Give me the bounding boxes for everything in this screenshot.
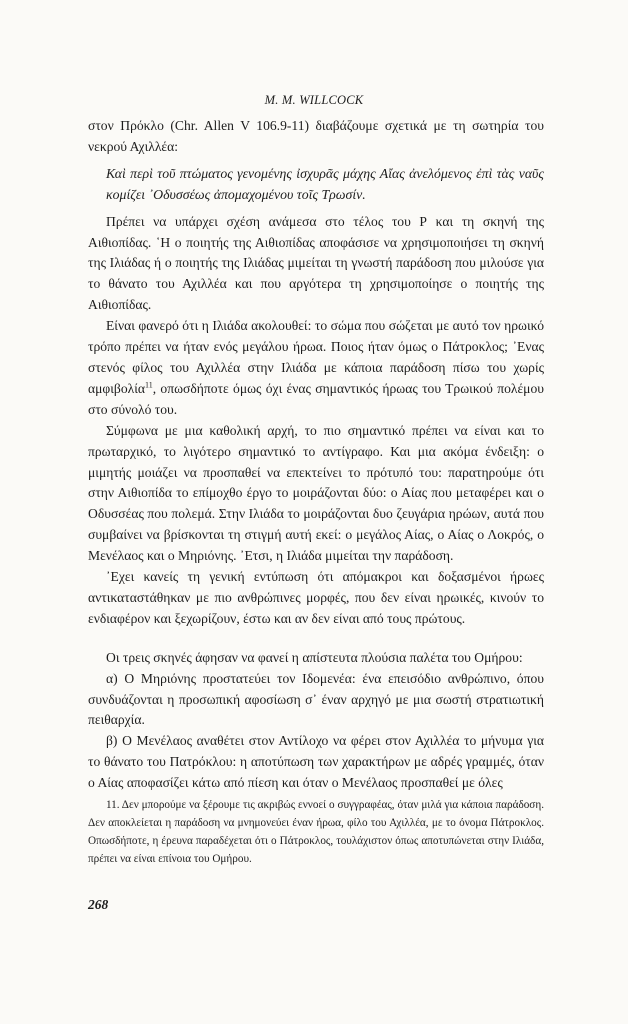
paragraph: στον Πρόκλο (Chr. Allen V 106.9-11) διαβάζουμε σχετικά με τη σωτηρία του νεκρού Αχιλλέα: [88,118,544,154]
text-run: Είναι φανερό ότι η Ιλιάδα ακολουθεί: το σώμα που σώζεται με αυτό τον ηρωικό τρόπο πρέπει να ήταν ενός μεγάλου ήρωα. Ποιος ήταν όμως ο Πάτροκλος; ᾿Ενας στενός φίλος του Αχιλλέα στην Ιλιάδα με κάποια παράδοση πίσω του χωρίς αμφιβολία [88,318,544,396]
paragraph: α) Ο Μηριόνης προστατεύει τον Ιδομενέα: ένα επεισόδιο ανθρώπινο, όπου συνδυάζονται η προσωπική αφοσίωση σ᾿ έναν αρχηγό με μια σωστή στρατιωτική πειθαρχία. [88,670,544,728]
paragraph: Οι τρεις σκηνές άφησαν να φανεί η απίστευτα πλούσια παλέτα του Ομήρου: [106,649,523,665]
section-gap [88,630,544,648]
paragraph: β) Ο Μενέλαος αναθέτει στον Αντίλοχο να φέρει στον Αχιλλέα το μήνυμα για το θάνατο του Πατρόκλου: η αποτύπωση των χαρακτήρων με αδρές γραμμές, όταν ο Αίας αποφασίζει κάτω από πίεση και όταν ο Μενέλαος προσπαθεί με όλες [88,733,544,791]
text-run: , οπωσδήποτε όμως όχι ένας σημαντικός ήρωας του Τρωικού πολέμου στο σύνολό του. [88,380,544,417]
greek-quotation: Καὶ περὶ τοῦ πτώματος γενομένης ἰσχυρᾶς μάχης Αἴας ἀνελόμενος ἐπὶ τὰς ναῦς κομίζει ᾿Οδυσσέως ἀπομαχομένου τοῖς Τρωσίν. [106,165,544,202]
footnote-text: 11. Δεν μπορούμε να ξέρουμε τις ακριβώς εννοεί ο συγγραφέας, όταν μιλά για κάποια παράδοση. Δεν αποκλείεται η παράδοση να μνημονεύει έναν ήρωα, φίλο του Αχιλλέα, με το όνομα Πάτροκλος. Οπωσδήποτε, η έρευνα παραδέχεται ότι ο Πάτροκλος, τουλάχιστον όπως αποτυπώνεται στην Ιλιάδα, πρέπει να είναι επίνοια του Ομήρου. [88,799,544,865]
paragraph: ᾿Εχει κανείς τη γενική εντύπωση ότι απόμακροι και δοξασμένοι ήρωες αντικαταστάθηκαν με πιο ανθρώπινες μορφές, που δεν είναι ηρωικές, κινούν το ενδιαφέρον και ξεχωρίζουν, έστω και αν δεν είναι από τους πρώτους. [88,569,544,626]
running-head: M. M. WILLCOCK [264,93,364,107]
main-text [88,116,544,794]
footnote [88,796,544,868]
paragraph [88,316,544,421]
paragraph: Σύμφωνα με μια καθολική αρχή, το πιο σημαντικό πρέπει να είναι και το πρωταρχικό, το λιγότερο σημαντικό το αντίγραφο. Και μια ακόμα ένδειξη: ο μιμητής μοιάζει να προσπαθεί να επεκτείνει το πρότυπό του: παρατηρούμε ότι στην Αιθιοπίδα το επίμοχθο έργο το μοιράζονται δύο: ο Αίας που μεταφέρει και ο Οδυσσέας που πολεμά. Στην Ιλιάδα το μοιράζονται δυο ζευγάρια ηρώων, αυτά που συμβαίνει να βρίσκονται τη στιγμή αυτή εκεί: ο μεγάλος Αίας, ο Αίας ο Λοκρός, ο Μενέλαος και ο Μηριόνης. ᾿Ετσι, η Ιλιάδα μιμείται την παράδοση. [88,422,544,564]
paragraph: Πρέπει να υπάρχει σχέση ανάμεσα στο τέλος του Ρ και τη σκηνή της Αιθιοπίδας. ῾Η ο ποιητής της Αιθιοπίδας αποφάσισε να χρησιμοποιήσει τη σκηνή της Ιλιάδας ή ο ποιητής της Ιλιάδας μιμείται τη γνωστή παράδοση που μιλούσε για το θάνατο του Αχιλλέα και που αργότερα τη χρησιμοποίησε ο ποιητής της Αιθιοπίδας. [88,213,544,313]
page-number: 268 [88,897,109,912]
footnote-marker: 11 [145,380,153,390]
